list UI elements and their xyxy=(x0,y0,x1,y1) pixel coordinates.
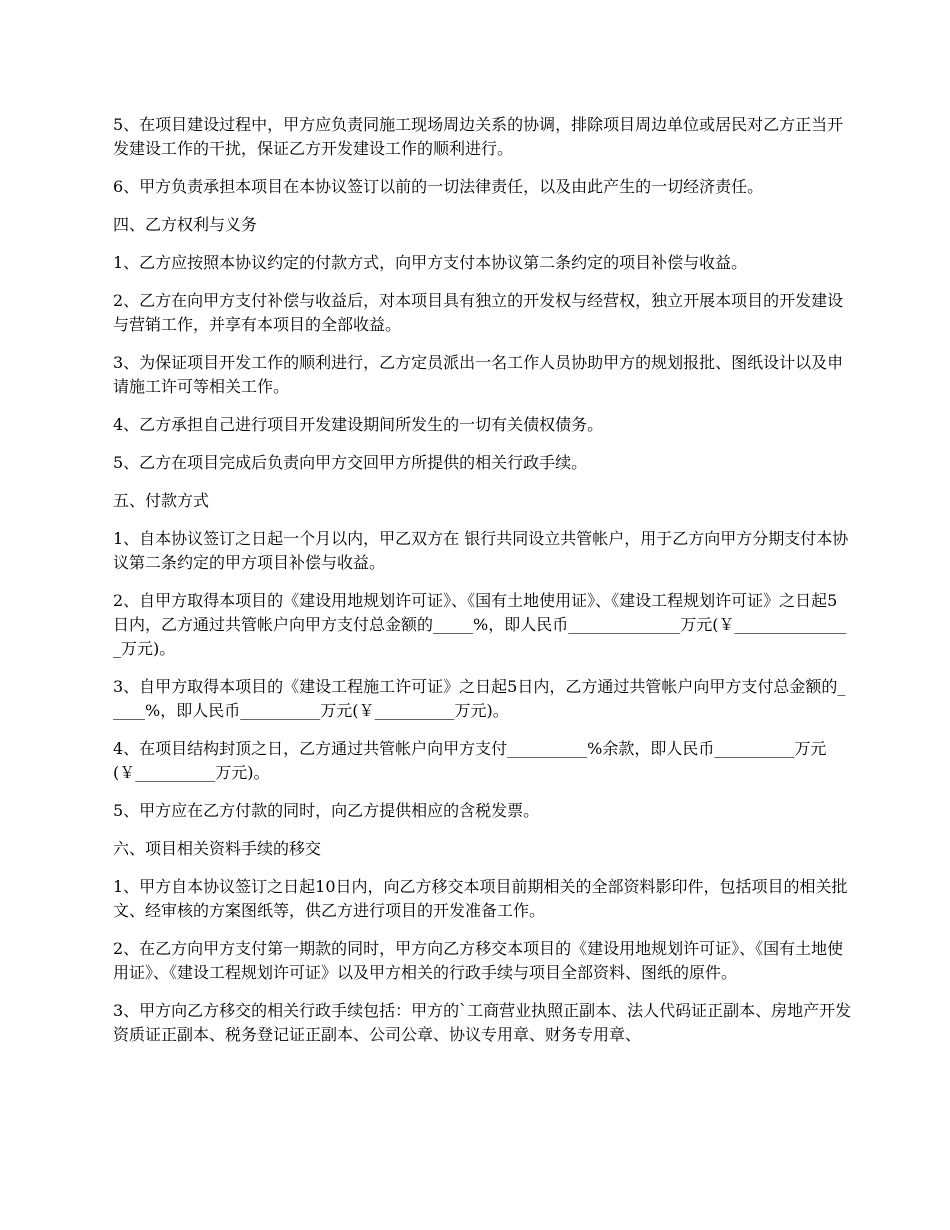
clause-paragraph: 3、为保证项目开发工作的顺利进行，乙方定员派出一名工作人员协助甲方的规划报批、图纸设计以及申请施工许可等相关工作。 xyxy=(113,353,844,396)
clause-paragraph: 1、甲方自本协议签订之日起10日内，向乙方移交本项目前期相关的全部资料影印件，包括项目的相关批文、经审核的方案图纸等，供乙方进行项目的开发准备工作。 xyxy=(113,877,848,920)
clause-paragraph: 4、乙方承担自己进行项目开发建设期间所发生的一切有关债权债务。 xyxy=(113,415,604,434)
clause-paragraph: 2、在乙方向甲方支付第一期款的同时，甲方向乙方移交本项目的《建设用地规划许可证》、《国有土地使用证》、《建设工程规划许可证》以及甲方相关的行政手续与项目全部资料、图纸的原件。 xyxy=(113,939,844,982)
section-heading: 六、项目相关资料手续的移交 xyxy=(113,839,322,858)
section-heading: 四、乙方权利与义务 xyxy=(113,215,258,234)
document-body xyxy=(113,113,853,1061)
clause-paragraph: 5、乙方在项目完成后负责向甲方交回甲方所提供的相关行政手续。 xyxy=(113,453,588,472)
clause-paragraph: 1、自本协议签订之日起一个月以内，甲乙双方在 银行共同设立共管帐户，用于乙方向甲方分期支付本协议第二条约定的甲方项目补偿与收益。 xyxy=(113,529,849,572)
clause-paragraph: 2、自甲方取得本项目的《建设用地规划许可证》、《国有土地使用证》、《建设工程规划许可证》之日起5日内，乙方通过共管帐户向甲方支付总金额的_____%，即人民币______________万元(￥_______________万元)。 xyxy=(113,591,847,658)
clause-paragraph: 5、甲方应在乙方付款的同时，向乙方提供相应的含税发票。 xyxy=(113,801,540,820)
clause-paragraph: 5、在项目建设过程中，甲方应负责同施工现场周边关系的协调，排除项目周边单位或居民对乙方正当开发建设工作的干扰，保证乙方开发建设工作的顺利进行。 xyxy=(113,115,844,158)
clause-paragraph: 1、乙方应按照本协议约定的付款方式，向甲方支付本协议第二条约定的项目补偿与收益。 xyxy=(113,253,748,272)
clause-paragraph: 4、在项目结构封顶之日，乙方通过共管帐户向甲方支付__________%余款，即人民币__________万元(￥__________万元)。 xyxy=(113,739,827,782)
clause-paragraph: 6、甲方负责承担本项目在本协议签订以前的一切法律责任，以及由此产生的一切经济责任。 xyxy=(113,177,764,196)
clause-paragraph: 3、甲方向乙方移交的相关行政手续包括：甲方的`工商营业执照正副本、法人代码证正副本、房地产开发资质证正副本、税务登记证正副本、公司公章、协议专用章、财务专用章、 xyxy=(113,1001,852,1044)
clause-paragraph: 3、自甲方取得本项目的《建设工程施工许可证》之日起5日内，乙方通过共管帐户向甲方支付总金额的_____%，即人民币__________万元(￥__________万元)。 xyxy=(113,677,846,720)
section-heading: 五、付款方式 xyxy=(113,491,210,510)
clause-paragraph: 2、乙方在向甲方支付补偿与收益后，对本项目具有独立的开发权与经营权，独立开展本项目的开发建设与营销工作，并享有本项目的全部收益。 xyxy=(113,291,844,334)
